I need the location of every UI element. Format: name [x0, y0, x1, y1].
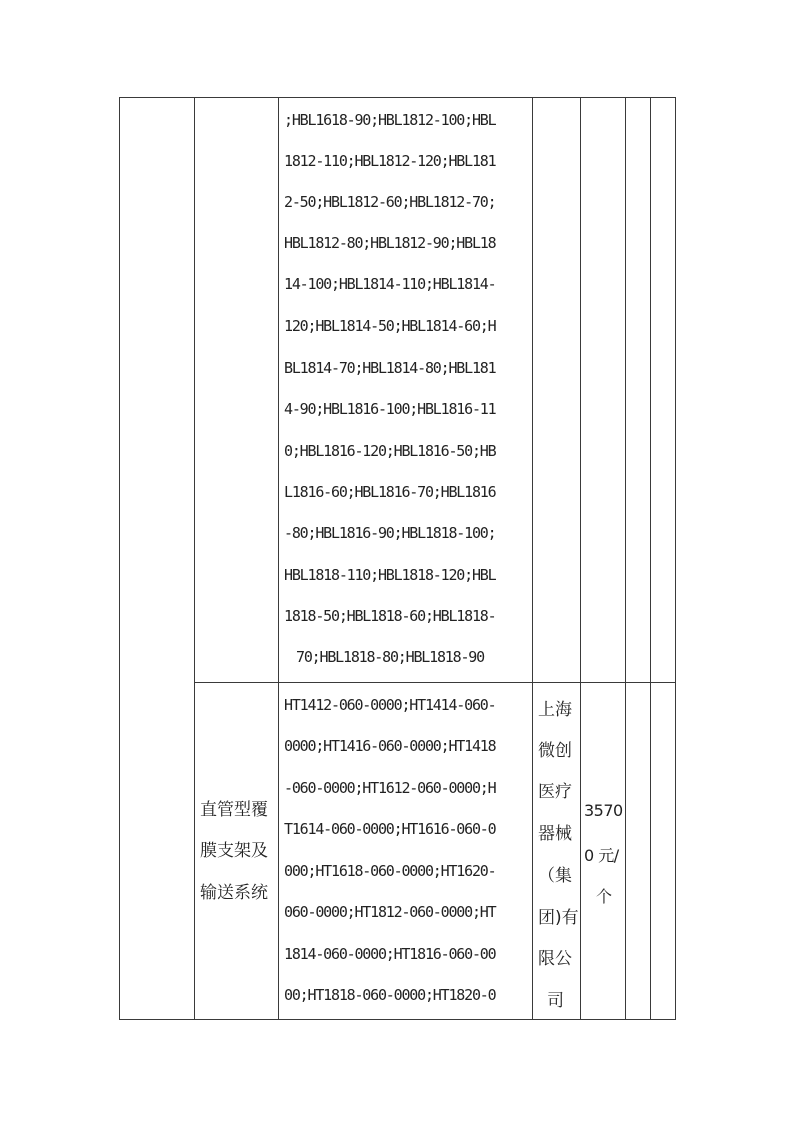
price-line: 0 元/ — [584, 846, 619, 865]
manufacturer-line: 司 — [547, 991, 564, 1011]
product-name-line: 膜支架及 — [200, 841, 268, 861]
model-line: BL1814-70;HBL1814-80;HBL181 — [284, 359, 496, 377]
model-line: HBL1812-80;HBL1812-90;HBL18 — [284, 234, 496, 252]
product-name-line: 直管型覆 — [200, 800, 268, 820]
model-line: 000;HT1618-060-0000;HT1620- — [284, 862, 496, 880]
model-line: 1818-50;HBL1818-60;HBL1818- — [284, 607, 496, 625]
model-line: 4-90;HBL1816-100;HBL1816-11 — [284, 400, 496, 418]
model-line: 70;HBL1818-80;HBL1818-90 — [296, 648, 484, 666]
manufacturer-line: 团)有 — [538, 908, 579, 928]
manufacturer-line: 器械 — [538, 824, 572, 844]
model-line: 120;HBL1814-50;HBL1814-60;H — [284, 317, 496, 335]
manufacturer-line: 限公 — [538, 949, 572, 969]
model-line: 1812-110;HBL1812-120;HBL181 — [284, 152, 496, 170]
model-line: -80;HBL1816-90;HBL1818-100; — [284, 524, 496, 542]
manufacturer-line: 上海 — [538, 700, 572, 720]
row2-model-list — [284, 0, 528, 1019]
col-border-7 — [650, 97, 651, 1020]
model-line: HT1412-060-0000;HT1414-060- — [284, 696, 496, 714]
model-line: T1614-060-0000;HT1616-060-0 — [284, 820, 496, 838]
model-line: 00;HT1818-060-0000;HT1820-0 — [284, 986, 496, 1004]
model-line: 14-100;HBL1814-110;HBL1814- — [284, 275, 496, 293]
product-name-line: 输送系统 — [200, 883, 268, 903]
model-line: 2-50;HBL1812-60;HBL1812-70; — [284, 193, 496, 211]
manufacturer-line: 微创 — [538, 741, 572, 761]
model-line: 0000;HT1416-060-0000;HT1418 — [284, 737, 496, 755]
row2-price — [584, 0, 624, 1019]
row2-manufacturer — [538, 0, 578, 1019]
model-line: ;HBL1618-90;HBL1812-100;HBL — [284, 111, 496, 129]
manufacturer-line: 医疗 — [538, 782, 572, 802]
price-line: 个 — [596, 887, 613, 906]
model-line: 060-0000;HT1812-060-0000;HT — [284, 903, 496, 921]
model-line: 1814-060-0000;HT1816-060-00 — [284, 945, 496, 963]
price-line: 3570 — [584, 801, 623, 820]
col-border-6 — [625, 97, 626, 1020]
model-line: 0;HBL1816-120;HBL1816-50;HB — [284, 442, 496, 460]
col-border-4 — [532, 97, 533, 1020]
col-border-5 — [580, 97, 581, 1020]
manufacturer-line: （集 — [538, 866, 572, 886]
col-border-3 — [278, 97, 279, 1020]
row2-product-name — [200, 0, 276, 1019]
col-border-2 — [194, 97, 195, 1020]
model-line: -060-0000;HT1612-060-0000;H — [284, 779, 496, 797]
model-line: L1816-60;HBL1816-70;HBL1816 — [284, 483, 496, 501]
model-line: HBL1818-110;HBL1818-120;HBL — [284, 566, 496, 584]
col-border-1 — [119, 97, 120, 1020]
col-border-8 — [675, 97, 676, 1020]
table-bottom-border — [119, 1019, 675, 1020]
